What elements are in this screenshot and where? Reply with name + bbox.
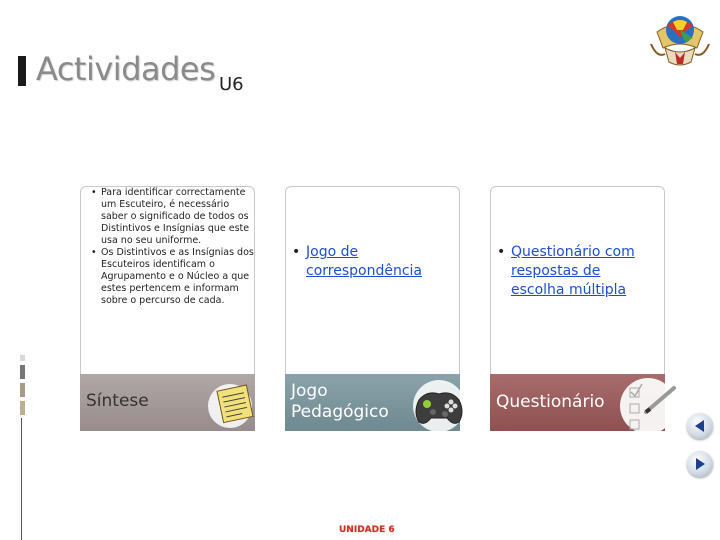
title-accent-bar: [18, 56, 26, 86]
questionario-link[interactable]: [497, 243, 635, 300]
jogo-tile[interactable]: [285, 374, 460, 431]
unit-footer-label: UNIDADE 6: [339, 525, 395, 535]
left-red-line: [21, 418, 22, 540]
jogo-content: [285, 186, 460, 374]
questionario-link-line2: respostas de: [511, 263, 601, 279]
jogo-label-line1: Jogo: [291, 381, 328, 401]
card-jogo: [285, 186, 460, 431]
sintese-tile[interactable]: [80, 374, 255, 431]
next-button[interactable]: [687, 451, 713, 477]
jogo-link-line1: Jogo de: [306, 244, 359, 260]
sintese-bullet-2: • Os Distintivos e as Insígnias dos Escuteiros identificam o Agrupamento e o Núcleo a que estes pertencem e informam sobre o percurso de cada.: [89, 247, 254, 307]
left-accent-blocks: [20, 355, 25, 415]
jogo-label-line2: Pedagógico: [291, 402, 389, 422]
arrow-right-icon: [687, 451, 713, 477]
questionario-content: [490, 186, 665, 374]
jogo-link-line2: correspondência: [306, 263, 422, 279]
gamepad-icon: [405, 378, 475, 438]
sintese-bullet-1: • Para identificar correctamente um Escuteiro, é necessário saber o significado de todos os Distintivos e Insígnias que este usa no seu uniforme.: [89, 187, 254, 247]
card-questionario: [490, 186, 665, 431]
notepad-icon: [208, 380, 260, 428]
questionario-link-line3: escolha múltipla: [511, 282, 627, 298]
page-title: Actividades: [36, 50, 216, 88]
unit-number: U6: [219, 74, 244, 95]
questionario-label: Questionário: [496, 392, 605, 412]
questionario-tile[interactable]: [490, 374, 665, 431]
sintese-label: Síntese: [86, 391, 149, 411]
arrow-left-icon: [687, 413, 713, 439]
checklist-pen-icon: [612, 370, 684, 436]
sintese-content: [80, 186, 255, 374]
prev-button[interactable]: [687, 413, 713, 439]
card-sintese: [80, 186, 255, 431]
questionario-link-line1: Questionário com: [511, 244, 635, 260]
jogo-link[interactable]: [292, 243, 422, 281]
scout-logo: [645, 8, 715, 74]
